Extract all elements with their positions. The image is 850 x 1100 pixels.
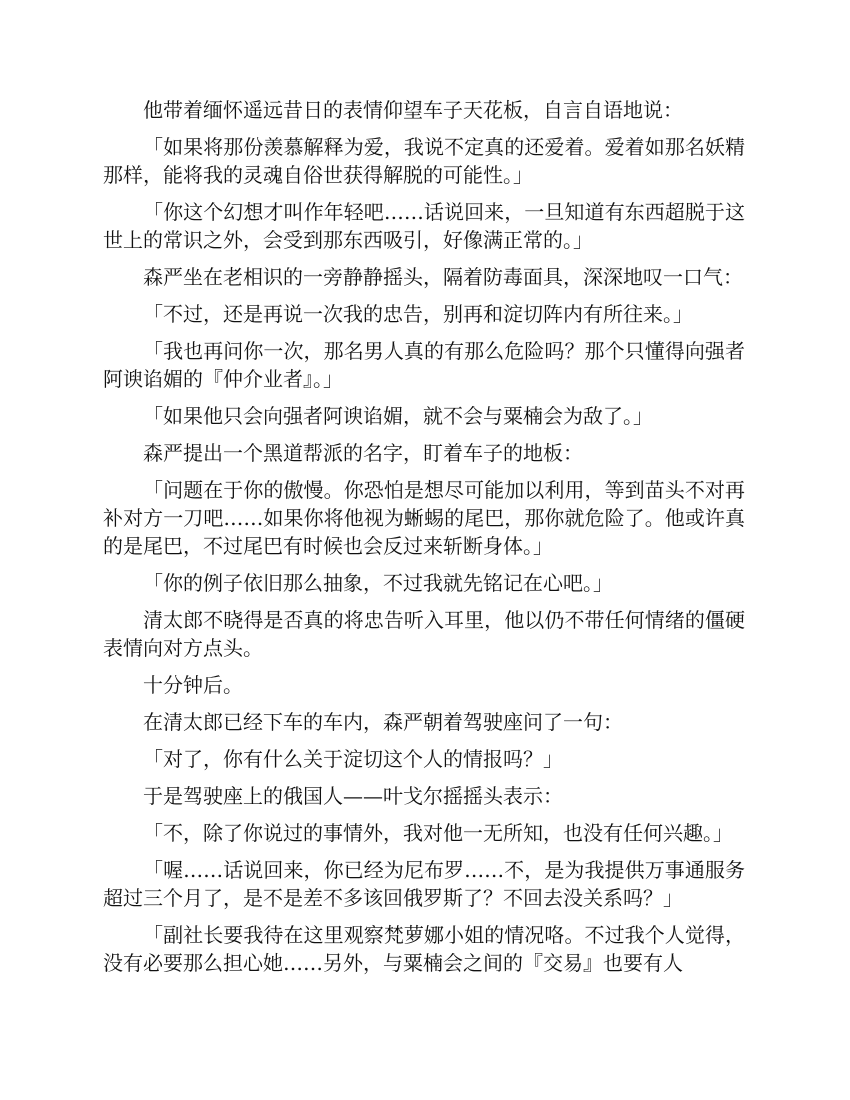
paragraph: 「问题在于你的傲慢。你恐怕是想尽可能加以利用，等到苗头不对再补对方一刀吧……如果你将他视为蜥蜴的尾巴，那你就危险了。他或许真的是尾巴，不过尾巴有时候也会反过来斩断身体。」 <box>103 478 745 558</box>
paragraph: 「你这个幻想才叫作年轻吧……话说回来，一旦知道有东西超脱于这世上的常识之外，会受到那东西吸引，好像满正常的。」 <box>103 200 745 252</box>
paragraph: 「不过，还是再说一次我的忠告，别再和淀切阵内有所往来。」 <box>143 302 693 326</box>
paragraph: 森严坐在老相识的一旁静静摇头，隔着防毒面具，深深地叹一口气： <box>143 265 743 289</box>
paragraph: 在清太郎已经下车的车内，森严朝着驾驶座问了一句： <box>143 710 623 734</box>
paragraph: 「我也再问你一次，那名男人真的有那么危险吗？那个只懂得向强者阿谀谄媚的『仲介业者』。」 <box>103 339 745 391</box>
paragraph: 于是驾驶座上的俄国人——叶戈尔摇摇头表示： <box>143 784 563 808</box>
paragraph: 十分钟后。 <box>143 673 243 697</box>
paragraph: 森严提出一个黑道帮派的名字，盯着车子的地板： <box>143 441 583 465</box>
paragraph: 「喔……话说回来，你已经为尼布罗……不，是为我提供万事通服务超过三个月了，是不是差不多该回俄罗斯了？不回去没关系吗？」 <box>103 858 745 910</box>
paragraph: 「副社长要我待在这里观察梵萝娜小姐的情况咯。不过我个人觉得，没有必要那么担心她……另外，与粟楠会之间的『交易』也要有人 <box>103 923 745 975</box>
paragraph: 「你的例子依旧那么抽象，不过我就先铭记在心吧。」 <box>143 571 613 595</box>
paragraph: 「如果他只会向强者阿谀谄媚，就不会与粟楠会为敌了。」 <box>143 404 653 428</box>
document-page <box>103 96 745 986</box>
paragraph: 清太郎不晓得是否真的将忠告听入耳里，他以仍不带任何情绪的僵硬表情向对方点头。 <box>103 608 745 660</box>
paragraph: 「如果将那份羡慕解释为爱，我说不定真的还爱着。爱着如那名妖精那样，能将我的灵魂自俗世获得解脱的可能性。」 <box>103 135 745 187</box>
paragraph: 「不，除了你说过的事情外，我对他一无所知，也没有任何兴趣。」 <box>143 821 733 845</box>
paragraph: 「对了，你有什么关于淀切这个人的情报吗？」 <box>143 747 563 771</box>
paragraph: 他带着缅怀遥远昔日的表情仰望车子天花板，自言自语地说： <box>143 98 683 122</box>
